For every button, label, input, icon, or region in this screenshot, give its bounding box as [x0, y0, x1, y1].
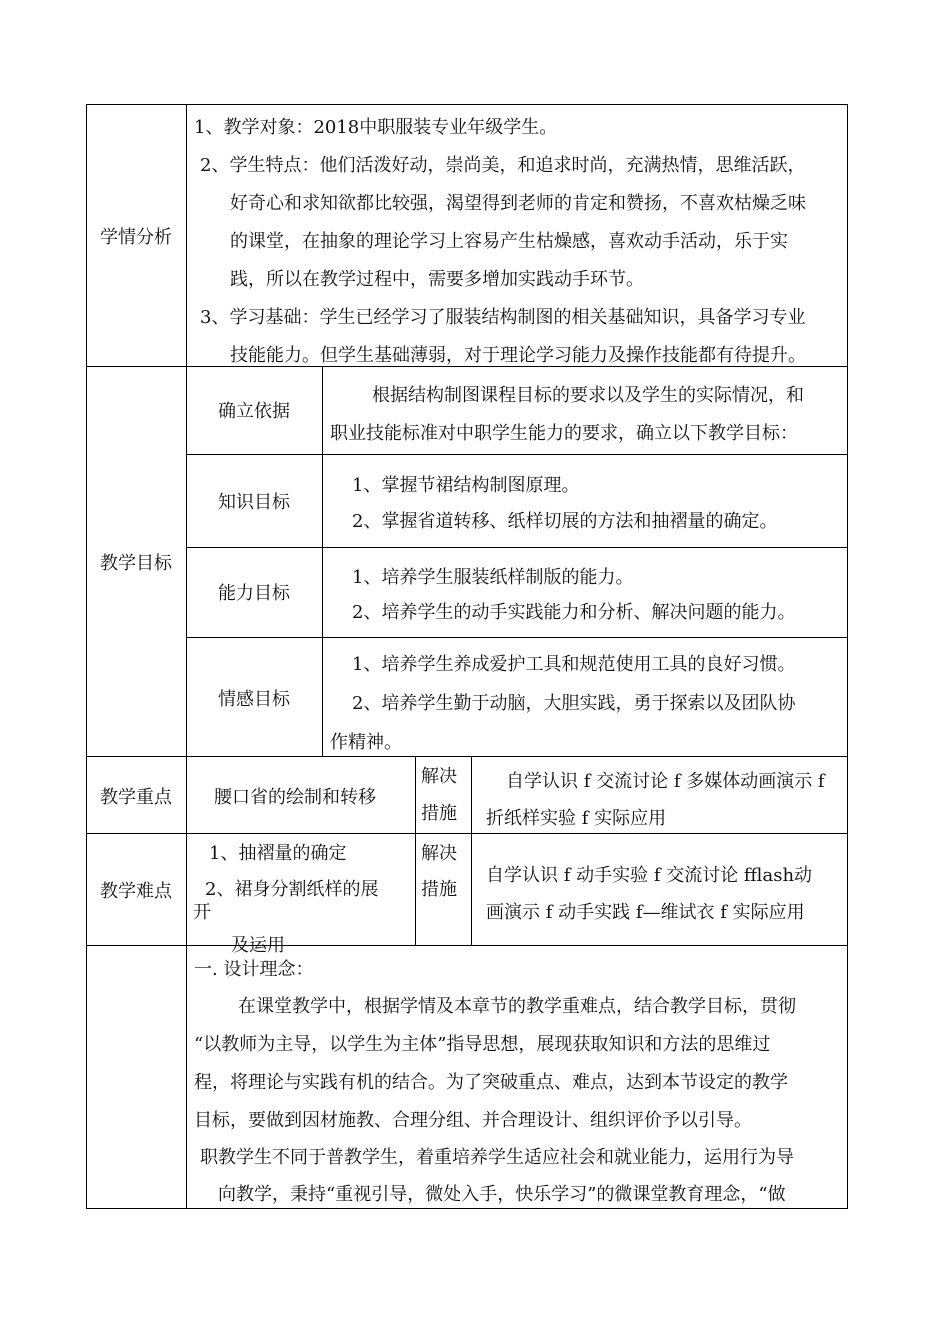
difficulty-measure-label: 解决: [421, 843, 457, 864]
row-divider: [186, 454, 848, 455]
situation-line: 3、学习基础：学生已经学习了服装结构制图的相关基础知识，具备学习专业: [200, 307, 806, 328]
key-point-measure: 折纸样实验 f 实际应用: [486, 808, 667, 829]
basis-line: 根据结构制图课程目标的要求以及学生的实际情况，和: [372, 385, 804, 406]
difficulty-measure: 自学认识 f 动手实验 f 交流讨论 fflash动: [486, 865, 813, 886]
situation-label: 学情分析: [100, 227, 172, 248]
key-point-measure-label: 解决: [421, 766, 457, 787]
row-divider: [186, 637, 848, 638]
ability-line: 2、培养学生的动手实践能力和分析、解决问题的能力。: [352, 602, 796, 623]
key-point-measure-label: 措施: [421, 803, 457, 824]
row-divider: [86, 945, 848, 946]
basis-label: 确立依据: [218, 401, 290, 422]
column-divider: [186, 104, 187, 1209]
situation-line: 的课堂，在抽象的理论学习上容易产生枯燥感，喜欢动手活动，乐于实: [230, 231, 788, 252]
difficulty-item: 及运用: [231, 935, 285, 956]
row-divider: [86, 756, 848, 757]
situation-line: 好奇心和求知欲都比较强，渴望得到老师的肯定和赞扬，不喜欢枯燥乏味: [230, 193, 806, 214]
table-border-right: [847, 104, 848, 1209]
emotion-line: 1、培养学生养成爱护工具和规范使用工具的良好习惯。: [352, 654, 796, 675]
key-point-measure: 自学认识 f 交流讨论 f 多媒体动画演示 f: [506, 771, 825, 792]
design-line: 向教学，秉持“重视引导，微处入手，快乐学习”的微课堂教育理念，“做: [218, 1184, 786, 1205]
key-point-content: 腰口省的绘制和转移: [214, 787, 376, 808]
situation-line: 技能能力。但学生基础薄弱，对于理论学习能力及操作技能都有待提升。: [230, 345, 806, 366]
design-line: “以教师为主导，以学生为主体”指导思想，展现获取知识和方法的思维过: [194, 1034, 771, 1055]
knowledge-label: 知识目标: [218, 492, 290, 513]
design-heading: 一. 设计理念：: [194, 959, 314, 980]
table-border-bottom: [86, 1208, 848, 1209]
difficulty-item: 1、抽褶量的确定: [209, 843, 347, 864]
table-border-top: [86, 104, 848, 105]
row-divider: [186, 547, 848, 548]
difficulty-item: 2、裙身分割纸样的展: [205, 879, 379, 900]
objectives-label: 教学目标: [100, 553, 172, 574]
difficulty-measure: 画演示 f 动手实践 f—维试衣 f 实际应用: [486, 902, 805, 923]
situation-line: 践，所以在教学过程中，需要多增加实践动手环节。: [230, 269, 644, 290]
basis-line: 职业技能标准对中职学生能力的要求，确立以下教学目标：: [330, 423, 798, 444]
knowledge-line: 1、掌握节裙结构制图原理。: [352, 475, 580, 496]
emotion-label: 情感目标: [218, 689, 290, 710]
difficulty-item: 开: [193, 902, 211, 923]
emotion-line: 作精神。: [330, 732, 402, 753]
design-line: 职教学生不同于普教学生，着重培养学生适应社会和就业能力，运用行为导: [200, 1147, 794, 1168]
ability-line: 1、培养学生服装纸样制版的能力。: [352, 567, 634, 588]
design-line: 在课堂教学中，根据学情及本章节的教学重难点，结合教学目标，贯彻: [238, 996, 796, 1017]
difficulty-measure-label: 措施: [421, 879, 457, 900]
table-border-left: [86, 104, 87, 1209]
situation-line: 2、学生特点：他们活泼好动，崇尚美，和追求时尚，充满热情，思维活跃，: [200, 155, 806, 176]
column-divider: [322, 366, 323, 757]
column-divider: [471, 756, 472, 946]
design-line: 程，将理论与实践有机的结合。为了突破重点、难点，达到本节设定的教学: [194, 1072, 788, 1093]
difficulty-label: 教学难点: [100, 881, 172, 902]
design-line: 目标，要做到因材施教、合理分组、并合理设计、组织评价予以引导。: [194, 1110, 752, 1131]
column-divider: [415, 756, 416, 946]
key-point-label: 教学重点: [100, 787, 172, 808]
difficulty-items: [187, 834, 414, 956]
knowledge-line: 2、掌握省道转移、纸样切展的方法和抽褶量的确定。: [352, 511, 778, 532]
ability-label: 能力目标: [218, 583, 290, 604]
situation-line: 1、教学对象：2018中职服装专业年级学生。: [194, 117, 558, 138]
emotion-line: 2、培养学生勤于动脑，大胆实践，勇于探索以及团队协: [352, 693, 796, 714]
